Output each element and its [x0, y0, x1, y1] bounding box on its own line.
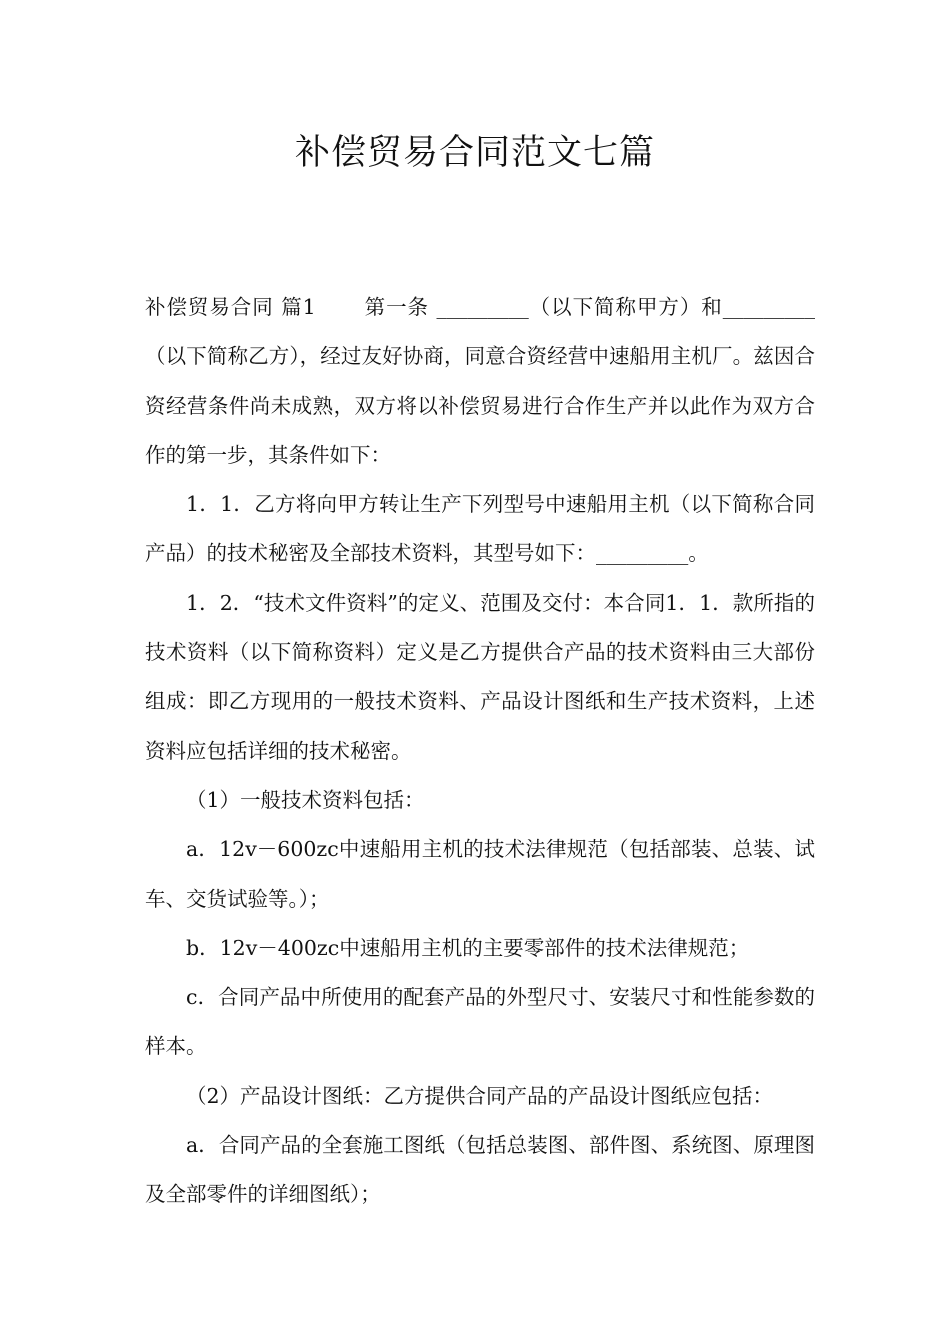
paragraph-article-1 [145, 283, 815, 480]
paragraph-clause-1-1: 1．1．乙方将向甲方转让生产下列型号中速船用主机（以下简称合同产品）的技术秘密及全部技术资料，其型号如下：_________。 [145, 492, 815, 566]
document-body [145, 283, 815, 1220]
paragraph-design-drawings: （2）产品设计图纸：乙方提供合同产品的产品设计图纸应包括： [186, 1083, 774, 1108]
paragraph-text: 第一条 _________（以下简称甲方）和_________（以下简称乙方），经过友好协商，同意合资经营中速船用主机厂。兹因合资经营条件尚未成熟，双方将以补偿贸易进行合作生产并以此作为双方合作的第一步，其条件如下： [145, 295, 815, 467]
paragraph-general-docs: （1）一般技术资料包括： [186, 787, 425, 812]
paragraph-item-b: b．12v－400zc中速船用主机的主要零部件的技术法律规范； [186, 935, 750, 960]
paragraph-item-a: a．12v－600zc中速船用主机的技术法律规范（包括部装、总装、试车、交货试验等。）； [145, 837, 815, 911]
document-title: 补偿贸易合同范文七篇 [294, 133, 655, 173]
paragraph-clause-1-2: 1．2．“技术文件资料”的定义、范围及交付：本合同1．1．款所指的技术资料（以下简称资料）定义是乙方提供合产品的技术资料由三大部份组成：即乙方现用的一般技术资料、产品设计图纸和生产技术资料，上述资料应包括详细的技术秘密。 [145, 590, 815, 763]
paragraph-item-c: c．合同产品中所使用的配套产品的外型尺寸、安装尺寸和性能参数的样本。 [145, 985, 815, 1059]
section-heading: 补偿贸易合同 篇1 [145, 295, 316, 319]
paragraph-drawings-item-a: a．合同产品的全套施工图纸（包括总装图、部件图、系统图、原理图及全部零件的详细图纸）； [145, 1133, 815, 1207]
